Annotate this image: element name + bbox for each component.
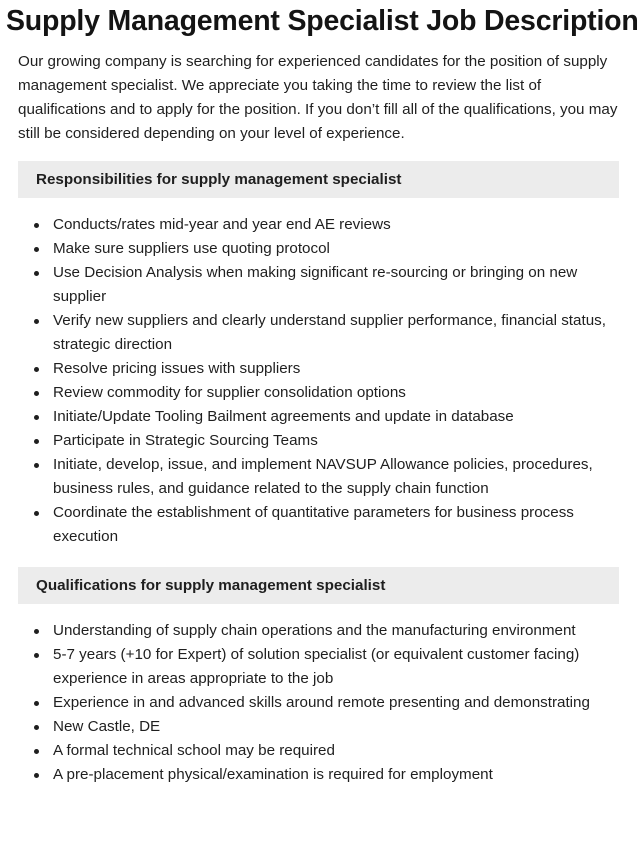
bullet-icon — [34, 653, 39, 658]
bullet-icon — [34, 725, 39, 730]
bullet-icon — [34, 463, 39, 468]
list-item-text: Conducts/rates mid-year and year end AE reviews — [53, 216, 391, 233]
list-item-text: A pre-placement physical/examination is required for employment — [53, 766, 493, 783]
list-item — [18, 381, 622, 405]
bullet-icon — [34, 247, 39, 252]
page-title: Supply Management Specialist Job Description — [6, 5, 639, 37]
list-item — [18, 619, 622, 643]
list-item-text: Use Decision Analysis when making significant re-sourcing or bringing on new supplier — [53, 264, 578, 305]
bullet-icon — [34, 271, 39, 276]
responsibilities-list — [18, 213, 622, 549]
list-item — [18, 691, 622, 715]
list-item — [18, 643, 622, 691]
list-item — [18, 501, 622, 549]
list-item-text: Understanding of supply chain operations and the manufacturing environment — [53, 622, 576, 639]
intro-paragraph: Our growing company is searching for experienced candidates for the position of supply management specialist. We appreciate you taking the time to review the list of qualifications and to apply for the position. If you don’t fill all of the qualifications, you may still be considered depending on your level of experience. — [18, 53, 618, 142]
bullet-icon — [34, 367, 39, 372]
bullet-icon — [34, 439, 39, 444]
list-item — [18, 213, 622, 237]
list-item — [18, 309, 622, 357]
qualifications-heading: Qualifications for supply management specialist — [18, 567, 619, 604]
list-item-text: Make sure suppliers use quoting protocol — [53, 240, 330, 257]
list-item — [18, 453, 622, 501]
list-item-text: Review commodity for supplier consolidation options — [53, 384, 406, 401]
bullet-icon — [34, 319, 39, 324]
list-item — [18, 261, 622, 309]
list-item-text: Resolve pricing issues with suppliers — [53, 360, 301, 377]
bullet-icon — [34, 701, 39, 706]
list-item — [18, 429, 622, 453]
bullet-icon — [34, 773, 39, 778]
list-item — [18, 739, 622, 763]
bullet-icon — [34, 391, 39, 396]
bullet-icon — [34, 511, 39, 516]
list-item-text: Initiate/Update Tooling Bailment agreements and update in database — [53, 408, 514, 425]
list-item — [18, 237, 622, 261]
list-item-text: Coordinate the establishment of quantitative parameters for business process execution — [53, 504, 574, 545]
list-item-text: Verify new suppliers and clearly understand supplier performance, financial status, strategic direction — [53, 312, 606, 353]
list-item-text: Initiate, develop, issue, and implement NAVSUP Allowance policies, procedures, business rules, and guidance related to the supply chain function — [53, 456, 593, 497]
qualifications-list — [18, 619, 622, 787]
bullet-icon — [34, 223, 39, 228]
bullet-icon — [34, 629, 39, 634]
list-item — [18, 405, 622, 429]
list-item-text: Participate in Strategic Sourcing Teams — [53, 432, 318, 449]
list-item — [18, 357, 622, 381]
list-item-text: New Castle, DE — [53, 718, 161, 735]
list-item — [18, 763, 622, 787]
list-item-text: A formal technical school may be required — [53, 742, 335, 759]
list-item-text: 5-7 years (+10 for Expert) of solution specialist (or equivalent customer facing) experience in areas appropriate to the job — [53, 646, 580, 687]
bullet-icon — [34, 415, 39, 420]
list-item — [18, 715, 622, 739]
responsibilities-heading: Responsibilities for supply management specialist — [18, 161, 619, 198]
bullet-icon — [34, 749, 39, 754]
list-item-text: Experience in and advanced skills around remote presenting and demonstrating — [53, 694, 590, 711]
